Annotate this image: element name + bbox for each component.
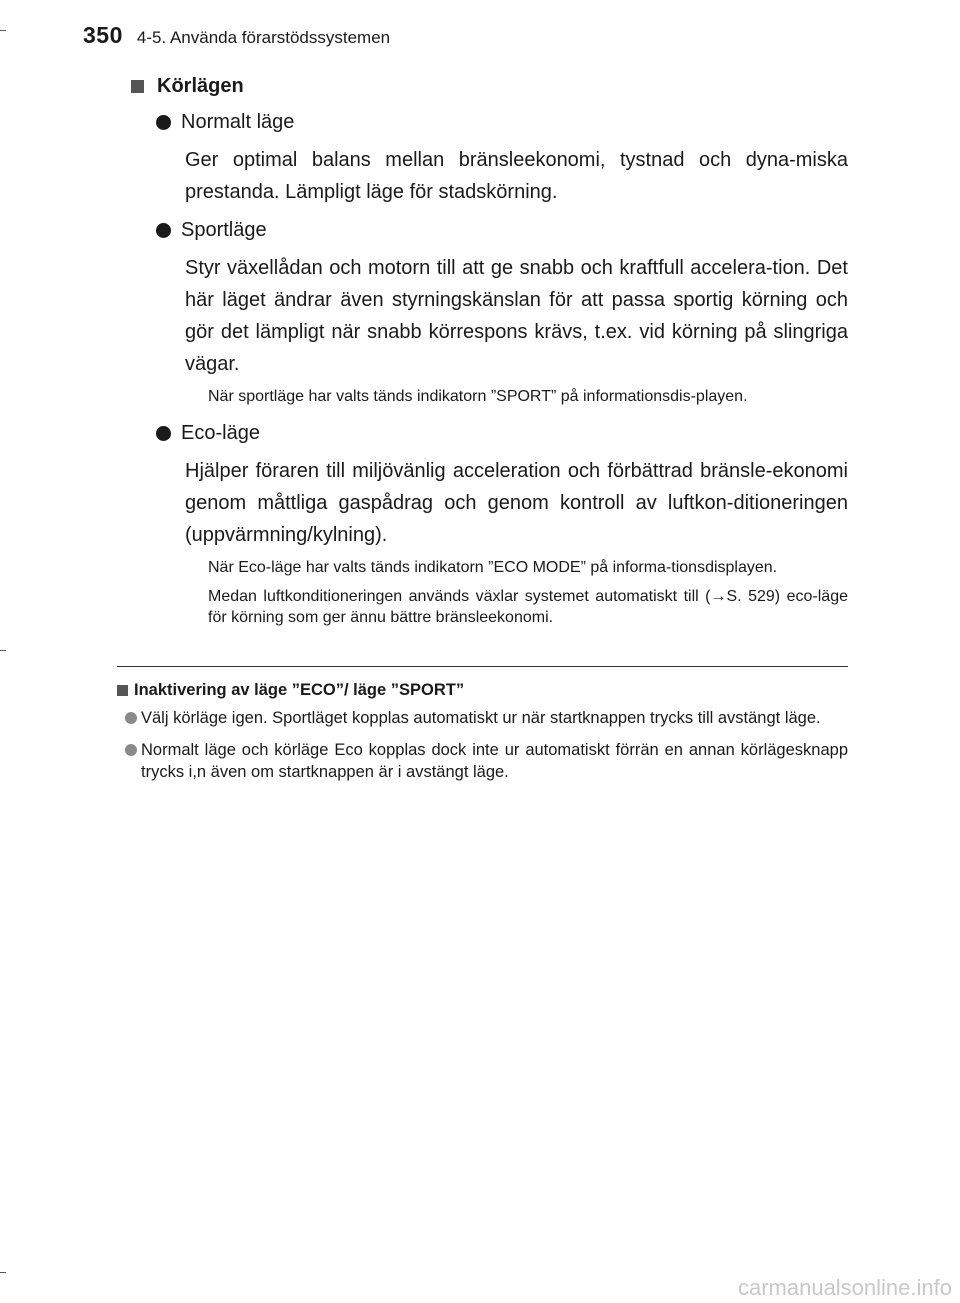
section-title: Körlägen — [157, 74, 244, 97]
section-divider — [117, 666, 848, 667]
note-item — [125, 707, 848, 729]
chapter-title: 4-5. Använda förarstödssystemen — [136, 28, 391, 47]
mode-note: När Eco-läge har valts tänds indikatorn ”ECO MODE” på informa-tionsdisplayen. — [208, 559, 778, 576]
crop-mark — [0, 30, 6, 31]
circle-bullet-icon — [125, 712, 137, 724]
crop-mark — [0, 650, 6, 651]
circle-bullet-icon — [156, 115, 171, 130]
watermark: carmanualsonline.info — [737, 1275, 952, 1300]
mode-description: Ger optimal balans mellan bränsleekonomi, tystnad och dyna-miska prestanda. Lämpligt läge för stadskörning. — [185, 149, 848, 203]
square-bullet-icon — [117, 685, 128, 696]
main-content — [128, 68, 848, 636]
notes-title: Inaktivering av läge ”ECO”/ läge ”SPORT” — [134, 680, 465, 699]
note-text: Normalt läge och körläge Eco kopplas dock inte ur automatiskt förrän en annan körlägesknapp trycks i,n även om startknappen är i avstängt läge. — [141, 741, 848, 781]
mode-name: Sportläge — [181, 218, 267, 241]
mode-heading-sport — [156, 212, 848, 248]
notes-heading — [117, 676, 848, 704]
mode-note: När sportläge har valts tänds indikatorn ”SPORT” på informationsdis-playen. — [208, 388, 748, 405]
page-number: 350 — [83, 22, 123, 48]
crop-mark — [0, 1272, 6, 1273]
note-item — [125, 739, 848, 783]
mode-name: Eco-läge — [181, 421, 260, 444]
notes-section — [117, 676, 848, 793]
section-heading — [128, 68, 848, 104]
mode-description: Styr växellådan och motorn till att ge snabb och kraftfull accelera-tion. Det här läget ändrar även styrningskänslan för att passa sportig körning och gör det lämpligt när snabb körrespons krävs, t.ex. vid körning på slingriga vägar. — [185, 257, 848, 375]
note-text: Välj körläge igen. Sportläget kopplas automatiskt ur när startknappen trycks till avstängt läge. — [141, 709, 821, 727]
mode-heading-eco — [156, 415, 848, 451]
mode-description: Hjälper föraren till miljövänlig acceleration och förbättrad bränsle-ekonomi genom måttliga gaspådrag och genom kontroll av luftkon-ditioneringen (uppvärmning/kylning). — [185, 460, 848, 546]
circle-bullet-icon — [125, 744, 137, 756]
mode-note: Medan luftkonditioneringen används växlar systemet automatiskt till (→S. 529) eco-läge för körning som ger ännu bättre bränsleekonomi. — [208, 588, 848, 626]
mode-heading-normal — [156, 104, 848, 140]
square-bullet-icon — [131, 80, 144, 93]
mode-name: Normalt läge — [181, 110, 295, 133]
page-header — [83, 22, 390, 56]
circle-bullet-icon — [156, 426, 171, 441]
circle-bullet-icon — [156, 223, 171, 238]
